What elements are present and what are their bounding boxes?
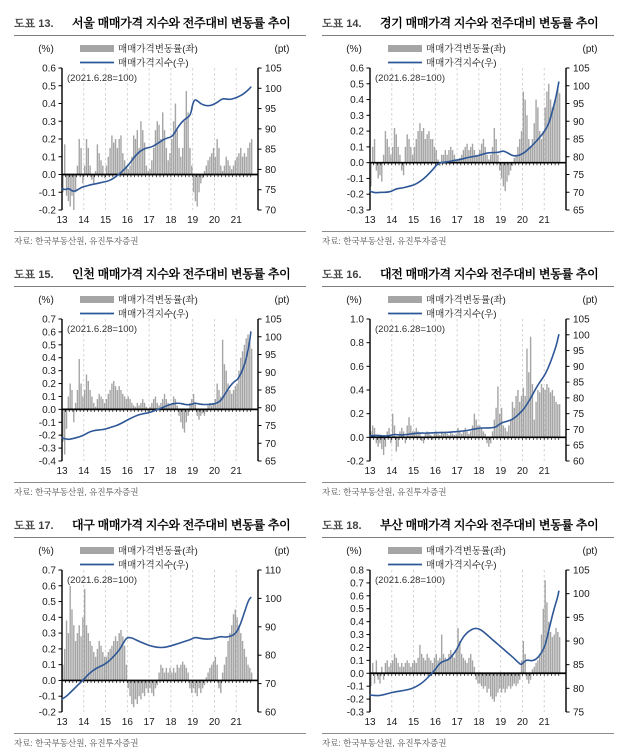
chart-header xyxy=(14,265,306,287)
svg-text:0.7: 0.7 xyxy=(42,565,56,577)
svg-text:-0.3: -0.3 xyxy=(346,707,364,719)
svg-text:18: 18 xyxy=(165,215,177,226)
svg-text:16: 16 xyxy=(121,717,133,728)
svg-text:85: 85 xyxy=(573,134,585,146)
right-axis xyxy=(258,315,282,468)
svg-text:16: 16 xyxy=(121,215,133,226)
svg-text:105: 105 xyxy=(265,63,282,75)
legend-bar-swatch xyxy=(80,45,114,52)
svg-text:14: 14 xyxy=(386,215,398,226)
svg-text:18: 18 xyxy=(473,717,485,728)
svg-text:0.2: 0.2 xyxy=(42,644,56,656)
svg-text:100: 100 xyxy=(265,332,282,344)
year-gridlines xyxy=(84,319,236,461)
svg-text:0.2: 0.2 xyxy=(350,642,364,654)
svg-text:18: 18 xyxy=(473,466,485,477)
svg-text:90: 90 xyxy=(573,361,585,373)
svg-text:85: 85 xyxy=(265,144,277,156)
zero-axis xyxy=(370,437,566,440)
left-axis xyxy=(39,64,62,217)
svg-text:18: 18 xyxy=(165,717,177,728)
right-axis xyxy=(566,315,590,468)
figure-title: 대전 매매가격 지수와 전주대비 변동률 추이 xyxy=(380,267,599,281)
chart-header xyxy=(322,516,614,538)
left-axis xyxy=(347,566,370,719)
chart-canvas-busan xyxy=(322,540,614,732)
svg-text:100: 100 xyxy=(265,593,282,605)
x-axis-labels xyxy=(364,215,550,226)
index-base-note: (2021.6.28=100) xyxy=(375,324,445,335)
svg-text:80: 80 xyxy=(573,683,585,695)
svg-text:85: 85 xyxy=(265,385,277,397)
svg-text:16: 16 xyxy=(121,466,133,477)
right-axis-unit: (pt) xyxy=(582,295,598,306)
svg-text:0.6: 0.6 xyxy=(42,327,56,339)
bars-series xyxy=(370,84,560,191)
svg-text:15: 15 xyxy=(99,466,112,477)
svg-text:0.4: 0.4 xyxy=(350,617,364,629)
figure-number: 도표 18. xyxy=(322,520,362,532)
svg-text:15: 15 xyxy=(407,717,420,728)
svg-text:16: 16 xyxy=(429,215,441,226)
x-axis-labels xyxy=(56,215,242,226)
svg-text:0.1: 0.1 xyxy=(42,391,56,403)
right-axis-unit: (pt) xyxy=(274,546,290,557)
year-gridlines xyxy=(392,570,544,712)
svg-text:65: 65 xyxy=(573,205,585,217)
svg-text:0.8: 0.8 xyxy=(350,565,364,577)
svg-text:18: 18 xyxy=(473,215,485,226)
legend-bar-label: 매매가격변동률(좌) xyxy=(118,295,198,306)
svg-text:15: 15 xyxy=(99,215,112,226)
svg-text:21: 21 xyxy=(230,466,242,477)
legend-line-label: 매매가격지수(우) xyxy=(118,560,189,571)
figure-number: 도표 13. xyxy=(14,18,54,30)
left-axis-unit: (%) xyxy=(346,295,362,306)
svg-text:15: 15 xyxy=(99,717,112,728)
chart-header xyxy=(322,265,614,287)
year-gridlines xyxy=(84,68,236,210)
legend xyxy=(80,294,198,320)
svg-text:17: 17 xyxy=(451,215,463,226)
svg-text:14: 14 xyxy=(78,215,90,226)
svg-text:100: 100 xyxy=(573,81,590,93)
chart-panel-gyeonggi xyxy=(322,14,614,247)
svg-text:21: 21 xyxy=(538,717,550,728)
svg-text:70: 70 xyxy=(265,438,277,450)
svg-text:21: 21 xyxy=(230,717,242,728)
bars-series xyxy=(370,580,560,701)
source-note: 자료: 한국부동산원, 유진투자증권 xyxy=(322,482,614,498)
legend-line-label: 매매가격지수(우) xyxy=(426,58,497,69)
svg-text:17: 17 xyxy=(451,717,463,728)
svg-text:90: 90 xyxy=(265,367,277,379)
svg-text:80: 80 xyxy=(265,650,277,662)
svg-text:75: 75 xyxy=(573,707,585,719)
svg-text:85: 85 xyxy=(573,377,585,389)
svg-text:21: 21 xyxy=(538,215,550,226)
svg-text:0.5: 0.5 xyxy=(42,81,56,93)
svg-text:-0.1: -0.1 xyxy=(346,681,364,693)
svg-text:13: 13 xyxy=(56,717,68,728)
svg-text:0.4: 0.4 xyxy=(42,353,56,365)
svg-text:95: 95 xyxy=(265,104,277,116)
svg-text:70: 70 xyxy=(573,187,585,199)
svg-text:0.5: 0.5 xyxy=(350,604,364,616)
chart-canvas-daejeon xyxy=(322,289,614,481)
x-axis-labels xyxy=(364,466,550,477)
svg-text:0.6: 0.6 xyxy=(42,581,56,593)
zero-axis xyxy=(62,409,258,412)
right-axis-unit: (pt) xyxy=(582,546,598,557)
chart-header xyxy=(14,14,306,36)
figure-title: 서울 매매가격 지수와 전주대비 변동률 추이 xyxy=(72,16,291,30)
svg-text:-0.2: -0.2 xyxy=(38,430,56,442)
svg-text:-0.4: -0.4 xyxy=(38,456,56,468)
svg-text:13: 13 xyxy=(364,717,376,728)
svg-text:-0.3: -0.3 xyxy=(38,443,56,455)
svg-text:20: 20 xyxy=(208,215,221,226)
legend-bar-swatch xyxy=(388,45,422,52)
svg-text:0.6: 0.6 xyxy=(42,63,56,75)
legend xyxy=(80,43,198,69)
source-note: 자료: 한국부동산원, 유진투자증권 xyxy=(14,482,306,498)
figure-title: 대구 매매가격 지수와 전주대비 변동률 추이 xyxy=(72,518,291,532)
chart-panel-seoul xyxy=(14,14,306,247)
svg-text:15: 15 xyxy=(407,215,420,226)
chart-canvas-incheon xyxy=(14,289,306,481)
svg-text:75: 75 xyxy=(573,409,585,421)
svg-text:-0.1: -0.1 xyxy=(346,173,364,185)
svg-text:20: 20 xyxy=(516,215,529,226)
svg-text:70: 70 xyxy=(265,679,277,691)
svg-text:0.2: 0.2 xyxy=(42,379,56,391)
left-axis-unit: (%) xyxy=(38,44,54,55)
chart-panel-incheon xyxy=(14,265,306,498)
svg-text:0.4: 0.4 xyxy=(42,612,56,624)
svg-text:0.0: 0.0 xyxy=(42,675,56,687)
svg-text:16: 16 xyxy=(429,466,441,477)
svg-text:19: 19 xyxy=(187,215,199,226)
left-axis-unit: (%) xyxy=(38,546,54,557)
svg-text:19: 19 xyxy=(187,717,199,728)
left-axis-unit: (%) xyxy=(38,295,54,306)
right-axis-unit: (pt) xyxy=(582,44,598,55)
svg-text:19: 19 xyxy=(495,717,507,728)
svg-text:0.1: 0.1 xyxy=(42,152,56,164)
zero-axis xyxy=(370,163,566,166)
svg-text:0.6: 0.6 xyxy=(350,591,364,603)
svg-text:65: 65 xyxy=(265,456,277,468)
svg-text:90: 90 xyxy=(265,124,277,136)
svg-text:60: 60 xyxy=(573,456,585,468)
svg-text:21: 21 xyxy=(538,466,550,477)
right-axis-unit: (pt) xyxy=(274,44,290,55)
svg-text:-0.1: -0.1 xyxy=(38,417,56,429)
svg-text:95: 95 xyxy=(573,612,585,624)
left-axis xyxy=(39,315,62,468)
svg-text:21: 21 xyxy=(230,215,242,226)
legend-line-label: 매매가격지수(우) xyxy=(118,309,189,320)
figure-title: 인천 매매가격 지수와 전주대비 변동률 추이 xyxy=(72,267,291,281)
chart-canvas-gyeonggi xyxy=(322,38,614,230)
figure-title: 부산 매매가격 지수와 전주대비 변동률 추이 xyxy=(380,518,599,532)
svg-text:0.0: 0.0 xyxy=(350,158,364,170)
source-note: 자료: 한국부동산원, 유진투자증권 xyxy=(14,231,306,247)
svg-text:1.0: 1.0 xyxy=(350,314,364,326)
svg-text:70: 70 xyxy=(265,205,277,217)
index-base-note: (2021.6.28=100) xyxy=(67,73,137,84)
chart-panel-busan xyxy=(322,516,614,749)
legend-line-label: 매매가격지수(우) xyxy=(426,309,497,320)
legend-bar-label: 매매가격변동률(좌) xyxy=(426,295,506,306)
svg-text:0.6: 0.6 xyxy=(350,63,364,75)
chart-canvas-seoul xyxy=(14,38,306,230)
svg-text:13: 13 xyxy=(56,215,68,226)
svg-text:100: 100 xyxy=(265,83,282,95)
svg-text:90: 90 xyxy=(573,116,585,128)
svg-text:105: 105 xyxy=(573,63,590,75)
legend xyxy=(388,43,506,69)
legend-bar-swatch xyxy=(388,547,422,554)
figure-number: 도표 16. xyxy=(322,269,362,281)
svg-text:105: 105 xyxy=(573,565,590,577)
svg-text:0.4: 0.4 xyxy=(350,95,364,107)
svg-text:85: 85 xyxy=(573,660,585,672)
index-line xyxy=(370,591,559,695)
svg-text:0.5: 0.5 xyxy=(42,340,56,352)
chart-header xyxy=(14,516,306,538)
legend-bar-label: 매매가격변동률(좌) xyxy=(426,44,506,55)
svg-text:0.3: 0.3 xyxy=(42,366,56,378)
chart-header xyxy=(322,14,614,36)
svg-text:0.5: 0.5 xyxy=(350,79,364,91)
svg-text:19: 19 xyxy=(187,466,199,477)
svg-text:-0.1: -0.1 xyxy=(38,187,56,199)
svg-text:17: 17 xyxy=(143,215,155,226)
zero-axis xyxy=(370,673,566,676)
svg-text:105: 105 xyxy=(265,314,282,326)
x-axis-labels xyxy=(56,466,242,477)
svg-text:-0.2: -0.2 xyxy=(346,456,364,468)
legend-bar-swatch xyxy=(80,547,114,554)
index-base-note: (2021.6.28=100) xyxy=(375,575,445,586)
svg-text:0.2: 0.2 xyxy=(350,409,364,421)
bars-series xyxy=(62,91,252,210)
index-base-note: (2021.6.28=100) xyxy=(67,575,137,586)
svg-text:0.0: 0.0 xyxy=(350,668,364,680)
svg-text:17: 17 xyxy=(143,717,155,728)
x-axis-labels xyxy=(56,717,242,728)
chart-panel-daegu xyxy=(14,516,306,749)
left-axis xyxy=(347,64,370,217)
svg-text:70: 70 xyxy=(573,424,585,436)
svg-text:0.3: 0.3 xyxy=(350,630,364,642)
left-axis xyxy=(39,566,62,719)
svg-text:100: 100 xyxy=(573,330,590,342)
svg-text:0.4: 0.4 xyxy=(42,99,56,110)
svg-text:15: 15 xyxy=(407,466,420,477)
legend-bar-swatch xyxy=(80,296,114,303)
index-line xyxy=(370,82,559,192)
left-axis xyxy=(347,315,370,468)
svg-text:100: 100 xyxy=(573,589,590,601)
svg-text:20: 20 xyxy=(516,466,529,477)
svg-text:14: 14 xyxy=(386,717,398,728)
svg-text:0.3: 0.3 xyxy=(42,116,56,128)
source-note: 자료: 한국부동산원, 유진투자증권 xyxy=(322,733,614,749)
svg-text:0.4: 0.4 xyxy=(350,385,364,397)
svg-text:0.7: 0.7 xyxy=(42,314,56,326)
legend-line-label: 매매가격지수(우) xyxy=(426,560,497,571)
svg-text:80: 80 xyxy=(265,164,277,176)
svg-text:65: 65 xyxy=(573,440,585,452)
svg-text:0.1: 0.1 xyxy=(350,655,364,667)
legend xyxy=(388,545,506,571)
svg-text:19: 19 xyxy=(495,466,507,477)
svg-text:0.0: 0.0 xyxy=(42,404,56,416)
svg-text:14: 14 xyxy=(386,466,398,477)
svg-text:-0.2: -0.2 xyxy=(346,694,364,706)
svg-text:0.0: 0.0 xyxy=(42,170,56,181)
svg-text:0.0: 0.0 xyxy=(350,432,364,444)
svg-text:13: 13 xyxy=(56,466,68,477)
svg-text:110: 110 xyxy=(265,565,281,577)
svg-text:0.8: 0.8 xyxy=(350,338,364,350)
svg-text:-0.3: -0.3 xyxy=(346,205,364,217)
index-base-note: (2021.6.28=100) xyxy=(67,324,137,335)
svg-text:0.1: 0.1 xyxy=(350,142,364,154)
svg-text:95: 95 xyxy=(265,350,277,361)
chart-canvas-daegu xyxy=(14,540,306,732)
svg-text:0.6: 0.6 xyxy=(350,361,364,373)
legend xyxy=(388,294,506,320)
source-note: 자료: 한국부동산원, 유진투자증권 xyxy=(322,231,614,247)
svg-text:16: 16 xyxy=(429,717,441,728)
figure-number: 도표 15. xyxy=(14,269,54,281)
svg-text:95: 95 xyxy=(573,99,585,110)
svg-text:80: 80 xyxy=(573,393,585,405)
svg-text:20: 20 xyxy=(208,717,221,728)
source-note: 자료: 한국부동산원, 유진투자증권 xyxy=(14,733,306,749)
svg-text:0.5: 0.5 xyxy=(42,597,56,609)
svg-text:0.3: 0.3 xyxy=(42,628,56,640)
svg-text:19: 19 xyxy=(495,215,507,226)
svg-text:-0.2: -0.2 xyxy=(346,189,364,201)
svg-text:20: 20 xyxy=(208,466,221,477)
right-axis xyxy=(566,566,590,719)
svg-text:14: 14 xyxy=(78,466,90,477)
left-axis-unit: (%) xyxy=(346,44,362,55)
svg-text:0.2: 0.2 xyxy=(350,126,364,138)
zero-axis xyxy=(62,680,258,683)
svg-text:18: 18 xyxy=(165,466,177,477)
svg-text:-0.2: -0.2 xyxy=(38,205,56,217)
legend-bar-label: 매매가격변동률(좌) xyxy=(426,546,506,557)
legend-bar-label: 매매가격변동률(좌) xyxy=(118,546,198,557)
svg-text:105: 105 xyxy=(573,314,590,326)
svg-text:-0.2: -0.2 xyxy=(38,707,56,719)
right-axis-unit: (pt) xyxy=(274,295,290,306)
svg-text:0.2: 0.2 xyxy=(42,134,56,146)
svg-text:14: 14 xyxy=(78,717,90,728)
legend xyxy=(80,545,198,571)
svg-text:20: 20 xyxy=(516,717,529,728)
legend-line-label: 매매가격지수(우) xyxy=(118,58,189,69)
svg-text:0.1: 0.1 xyxy=(42,660,56,672)
year-gridlines xyxy=(84,570,236,712)
figure-number: 도표 17. xyxy=(14,520,54,532)
svg-text:13: 13 xyxy=(364,215,376,226)
svg-text:13: 13 xyxy=(364,466,376,477)
right-axis xyxy=(258,64,282,217)
right-axis xyxy=(566,64,590,217)
svg-text:80: 80 xyxy=(265,403,277,415)
svg-text:17: 17 xyxy=(451,466,463,477)
svg-text:80: 80 xyxy=(573,152,585,164)
svg-text:60: 60 xyxy=(265,707,277,719)
chart-panel-daejeon xyxy=(322,265,614,498)
index-base-note: (2021.6.28=100) xyxy=(375,73,445,84)
right-axis xyxy=(258,566,282,719)
svg-text:75: 75 xyxy=(265,421,277,432)
svg-text:0.7: 0.7 xyxy=(350,578,364,590)
svg-text:17: 17 xyxy=(143,466,155,477)
x-axis-labels xyxy=(364,717,550,728)
svg-text:90: 90 xyxy=(265,622,277,634)
legend-bar-swatch xyxy=(388,296,422,303)
left-axis-unit: (%) xyxy=(346,546,362,557)
svg-text:95: 95 xyxy=(573,346,585,358)
svg-text:90: 90 xyxy=(573,636,585,648)
legend-bar-label: 매매가격변동률(좌) xyxy=(118,44,198,55)
svg-text:75: 75 xyxy=(265,185,277,197)
svg-text:-0.1: -0.1 xyxy=(38,691,56,703)
figure-title: 경기 매매가격 지수와 전주대비 변동률 추이 xyxy=(380,16,599,30)
figure-number: 도표 14. xyxy=(322,18,362,30)
svg-text:75: 75 xyxy=(573,170,585,181)
svg-text:0.3: 0.3 xyxy=(350,110,364,122)
